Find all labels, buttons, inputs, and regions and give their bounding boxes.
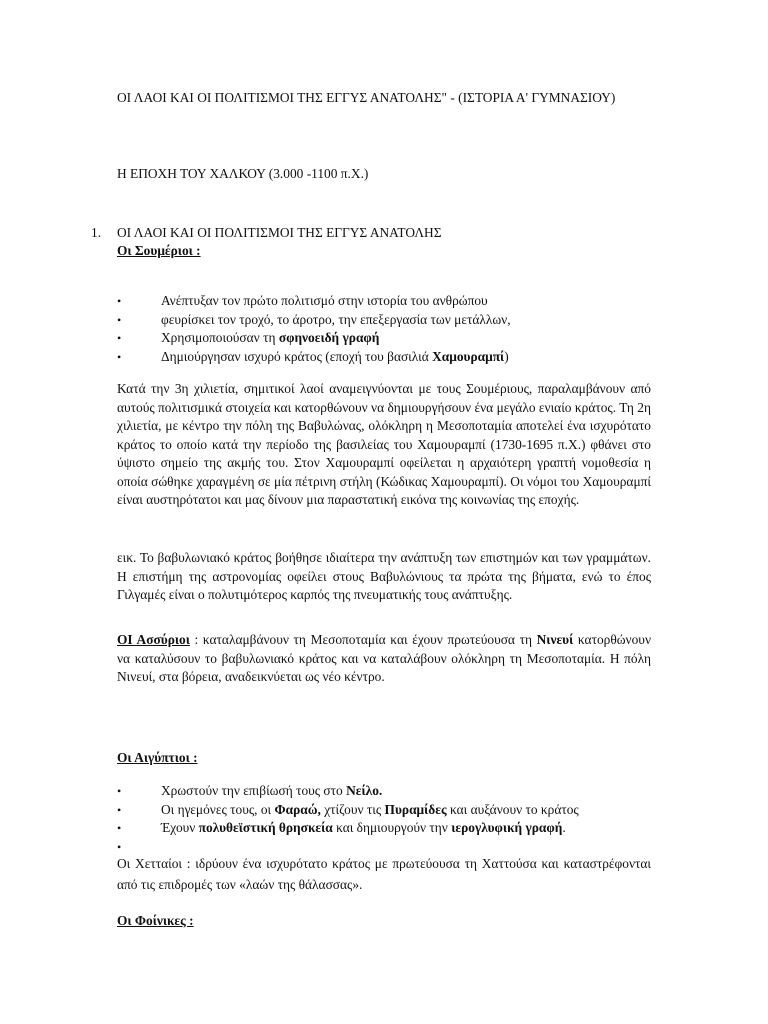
bullet-text: Έχουν — [161, 820, 199, 835]
list-item — [117, 819, 579, 838]
document-subtitle: Η ΕΠΟΧΗ ΤΟΥ ΧΑΛΚΟΥ (3.000 -1100 π.Χ.) — [117, 166, 369, 181]
bullet-text-end: ) — [504, 348, 509, 364]
assyrians-heading: ΟΙ Ασσύριοι — [117, 632, 190, 647]
list-item — [117, 329, 511, 348]
bullet-bold-text: σφηνοειδή γραφή — [278, 330, 380, 345]
bullet-bold-text: Φαραώ, — [274, 801, 321, 817]
bullet-text-end: . — [562, 820, 566, 835]
bullet-bold-text: πολυθεϊστική θρησκεία — [198, 820, 333, 835]
list-item — [117, 801, 579, 820]
bullet-icon: • — [117, 331, 122, 345]
bullet-text: Χρωστούν την επιβίωσή τους στο — [161, 783, 347, 798]
list-item — [117, 782, 579, 801]
bullet-icon: • — [117, 802, 122, 817]
bullet-bold-text: Πυραμίδες — [384, 801, 447, 817]
list-item — [117, 311, 511, 330]
sumerians-heading: Οι Σουμέριοι : — [117, 243, 201, 258]
bullet-icon: • — [117, 294, 122, 308]
paragraph-hittites: Οι Χετταίοι : ιδρύουν ένα ισχυρότατο κράτος με πρωτεύουσα τη Χαττούσα και καταστρέφονται από τις επιδρομές των «λαών της θάλασσας». — [117, 856, 651, 892]
bullet-text: φευρίσκει τον τροχό, το άροτρο, την επεξεργασία των μετάλλων, — [161, 311, 511, 327]
paragraph-sciences: εικ. Το βαβυλωνιακό κράτος βοήθησε ιδιαίτερα την ανάπτυξη των επιστημών και των γραμμάτων. Η επιστήμη της αστρονομίας οφείλει στους Βαβυλώνιους τα πρώτα της βήματα, ενώ το έπος Γιλγαμές είναι ο πολυτιμότερος καρπός της πνευματικής τους ανάπτυξης. — [117, 550, 651, 602]
assyrians-text: : καταλαμβάνουν τη Μεσοποταμία και έχουν πρωτεύουσα τη — [189, 632, 537, 647]
bullet-icon: • — [117, 312, 122, 327]
paragraph-babylon: Κατά την 3η χιλιετία, σημιτικοί λαοί αναμειγνύονται με τους Σουμέριους, παραλαμβάνουν από αυτούς πολιτισμικά στοιχεία και κατορθώνουν να δημιουργήσουν ένα μεγάλο ενιαίο κράτος. Τη 2η χιλιετία, με κέντρο την πόλη της Βαβυλώνας, ολόκληρη η Μεσοποταμία αποτελεί ένα ισχυρότατο κράτος το οποίο κατά την περίοδο της βασιλείας του Χαμουραμπί (1730-1695 π.Χ.) φθάνει στο ύψιστο σημείο της ακμής του. Στον Χαμουραμπί οφείλεται η αρχαιότερη γραπτή νομοθεσία η οποία σώθηκε χαραγμένη σε μία πέτρινη στήλη (Κώδικας Χαμουραμπί). Οι νόμοι του Χαμουραμπί είναι αυστηρότατοι και μας δίνουν μια παραστατική εικόνα της κοινωνίας της εποχής. — [117, 381, 651, 507]
assyrians-text-end: κατορθώνουν να καταλύσουν το βαβυλωνιακό κράτος και να καταλάβουν ολόκληρη τη Μεσοποταμία. Η πόλη Νινευί, στα βόρεια, αναδεικνύεται ως νέο κέντρο. — [117, 632, 651, 684]
egyptians-bullet-list — [117, 782, 579, 856]
bullet-icon: • — [117, 784, 122, 798]
bullet-icon: • — [117, 839, 122, 854]
bullet-icon: • — [117, 349, 122, 364]
bullet-text-mid: και δημιουργούν την — [332, 820, 452, 835]
bullet-text: Χρησιμοποιούσαν τη — [161, 330, 279, 345]
paragraph-assyrians — [117, 631, 651, 687]
sumerians-bullet-list — [117, 292, 511, 366]
bullet-text: Οι ηγεμόνες τους, οι — [161, 801, 275, 817]
section-number: 1. — [91, 225, 102, 240]
bullet-text-end: και αυξάνουν το κράτος — [446, 801, 579, 817]
bullet-bold-text: Νείλο. — [346, 783, 383, 798]
list-item — [117, 292, 511, 311]
bullet-text: Ανέπτυξαν τον πρώτο πολιτισμό στην ιστορία του ανθρώπου — [161, 293, 488, 308]
bullet-text: Δημιούργησαν ισχυρό κράτος (εποχή του βασιλιά — [161, 348, 433, 364]
egyptians-heading: Οι Αιγύπτιοι : — [117, 750, 198, 765]
assyrians-capital: Νινευί — [536, 632, 574, 647]
bullet-bold-text: Χαμουραμπί — [432, 348, 505, 364]
document-title: ΟΙ ΛΑΟΙ ΚΑΙ ΟΙ ΠΟΛΙΤΙΣΜΟΙ ΤΗΣ ΕΓΓΥΣ ΑΝΑΤΟΛΗΣ" - (ΙΣΤΟΡΙΑ Α' ΓΥΜΝΑΣΙΟΥ) — [117, 90, 616, 105]
bullet-bold-text: ιερογλυφική γραφή — [451, 820, 563, 835]
bullet-text-mid: χτίζουν τις — [320, 801, 385, 817]
list-item — [117, 348, 511, 367]
bullet-icon: • — [117, 821, 122, 835]
phoenicians-heading: Οι Φοίνικες : — [117, 913, 194, 928]
section-title: ΟΙ ΛΑΟΙ ΚΑΙ ΟΙ ΠΟΛΙΤΙΣΜΟΙ ΤΗΣ ΕΓΓΥΣ ΑΝΑΤΟΛΗΣ — [117, 225, 442, 240]
